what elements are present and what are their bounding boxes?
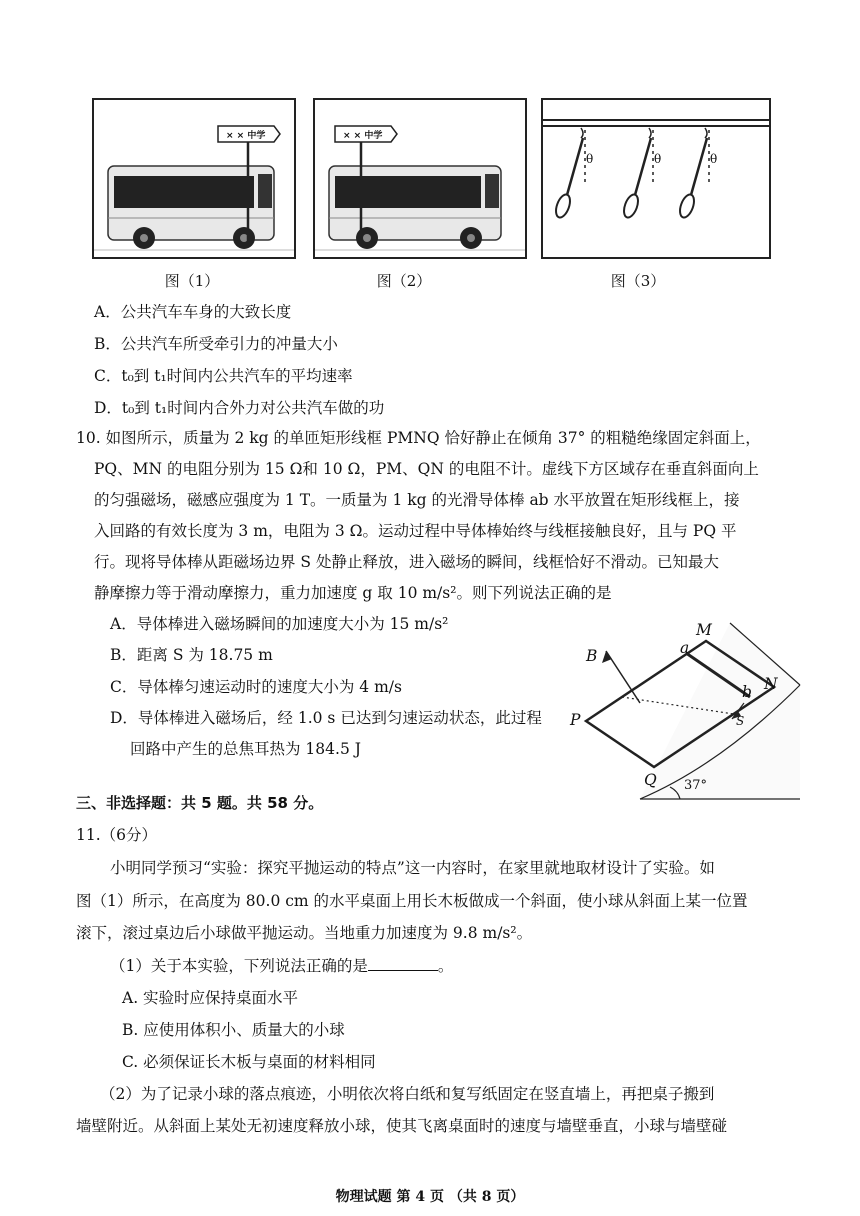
q9-option-d: D．t₀到 t₁时间内合外力对公共汽车做的功 [94, 399, 385, 417]
diagram-label-n: N [764, 675, 778, 693]
q10-option-b: B．距离 S 为 18.75 m [110, 646, 273, 664]
q11-part2-line-1: （2）为了记录小球的落点痕迹，小明依次将白纸和复写纸固定在竖直墙上，再把桌子搬到 [100, 1085, 715, 1103]
q11-intro-line-1: 小明同学预习“实验：探究平抛运动的特点”这一内容时，在家里就地取材设计了实验。如 [110, 859, 715, 877]
q11-option-b: B. 应使用体积小、质量大的小球 [122, 1021, 345, 1039]
q11-intro-line-2: 图（1）所示，在高度为 80.0 cm 的水平桌面上用长木板做成一个斜面，使小球从斜面上某一位置 [76, 892, 748, 910]
q9-option-b: B．公共汽车所受牵引力的冲量大小 [94, 335, 338, 353]
diagram-label-angle: 37° [684, 778, 708, 793]
page-footer: 物理试题 第 4 页 （共 8 页） [335, 1189, 525, 1205]
q11-part1-end: 。 [437, 957, 454, 975]
q11-header: 11.（6分） [76, 826, 158, 844]
angle-label-2: θ [654, 152, 662, 166]
figure-1-box [92, 98, 296, 259]
diagram-label-q: Q [644, 771, 657, 789]
sign-label-1: × × 中学 [226, 131, 266, 141]
angle-label-3: θ [710, 152, 718, 166]
diagram-label-b-rod: b [742, 683, 752, 701]
q10-stem-line-1: 10. 如图所示，质量为 2 kg 的单匝矩形线框 PMNQ 恰好静止在倾角 37° 的粗糙绝缘固定斜面上， [76, 429, 761, 447]
q11-option-a: A. 实验时应保持桌面水平 [122, 989, 299, 1007]
figure-3-caption: 图（3） [610, 272, 666, 290]
q9-option-a: A．公共汽车车身的大致长度 [94, 303, 292, 321]
diagram-label-a: a [680, 639, 690, 657]
figure-2-caption: 图（2） [376, 272, 432, 290]
q11-part1 [110, 956, 453, 976]
q10-option-d-cont: 回路中产生的总焦耳热为 184.5 J [130, 740, 361, 758]
figure-2-box [313, 98, 527, 259]
diagram-label-p: P [570, 711, 581, 729]
hanging-handles-diagram [543, 100, 769, 257]
q10-stem-line-6: 静摩擦力等于滑动摩擦力，重力加速度 g 取 10 m/s²。则下列说法正确的是 [94, 584, 612, 602]
q9-option-c: C．t₀到 t₁时间内公共汽车的平均速率 [94, 367, 353, 385]
q10-stem-line-4: 入回路的有效长度为 3 m，电阻为 3 Ω。运动过程中导体棒始终与线框接触良好，且与 PQ 平 [94, 522, 737, 540]
q11-part1-text: （1）关于本实验，下列说法正确的是 [110, 957, 368, 975]
q10-option-c: C．导体棒匀速运动时的速度大小为 4 m/s [110, 678, 402, 696]
section-3-title: 三、非选择题：共 5 题。共 58 分。 [76, 794, 324, 812]
diagram-label-s: S [736, 714, 745, 728]
q11-part2-line-2: 墙壁附近。从斜面上某处无初速度释放小球，使其飞离桌面时的速度与墙壁垂直，小球与墙壁碰 [76, 1117, 728, 1135]
answer-blank[interactable] [368, 956, 438, 971]
q11-option-c: C. 必须保证长木板与桌面的材料相同 [122, 1053, 376, 1071]
q10-stem-line-5: 行。现将导体棒从距磁场边界 S 处静止释放，进入磁场的瞬间，线框恰好不滑动。已知最大 [94, 553, 719, 571]
sign-label-2: × × 中学 [343, 131, 383, 141]
angle-label-1: θ [586, 152, 594, 166]
bus-illustration-2 [315, 100, 525, 257]
q10-option-d: D．导体棒进入磁场后，经 1.0 s 已达到匀速运动状态，此过程 [110, 709, 542, 727]
q10-stem-line-3: 的匀强磁场，磁感应强度为 1 T。一质量为 1 kg 的光滑导体棒 ab 水平放置在矩形线框上，接 [94, 491, 740, 509]
diagram-label-b: B [586, 647, 598, 665]
q11-intro-line-3: 滚下，滚过桌边后小球做平抛运动。当地重力加速度为 9.8 m/s²。 [76, 924, 533, 942]
figure-1-caption: 图（1） [164, 272, 220, 290]
diagram-label-m: M [696, 621, 712, 639]
q10-stem-line-2: PQ、MN 的电阻分别为 15 Ω和 10 Ω，PM、QN 的电阻不计。虚线下方区域存在垂直斜面向上 [94, 460, 759, 478]
figure-3-box [541, 98, 771, 259]
bus-illustration-1 [94, 100, 294, 257]
q10-option-a: A．导体棒进入磁场瞬间的加速度大小为 15 m/s² [110, 615, 449, 633]
